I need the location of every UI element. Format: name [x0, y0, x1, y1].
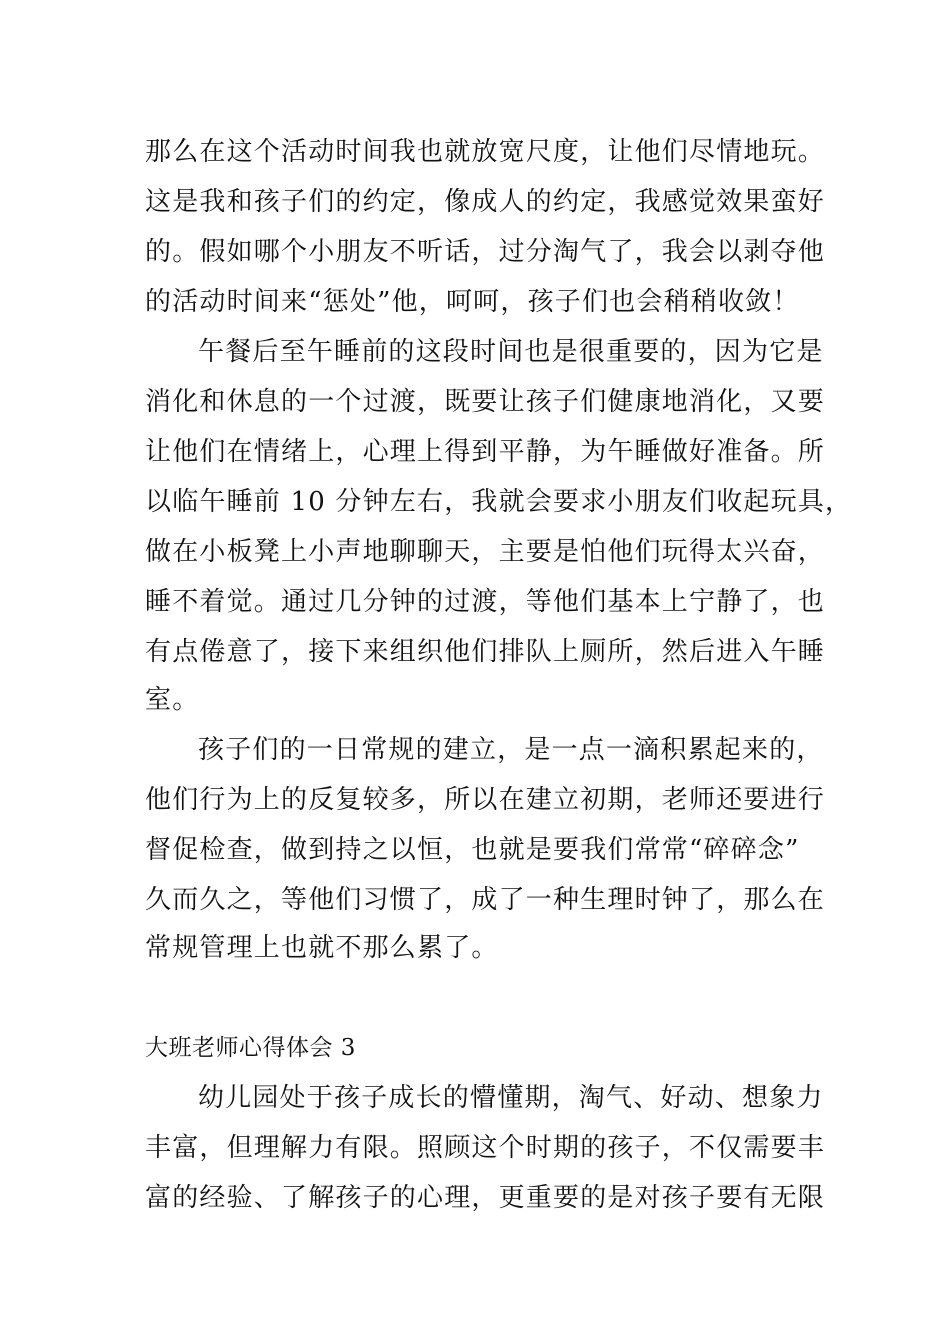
- paragraph-4-line-2: 丰富，但理解力有限。照顾这个时期的孩子，不仅需要丰: [145, 1133, 826, 1163]
- section-heading: 大班老师心得体会 3: [145, 1035, 356, 1061]
- paragraph-2-line-1: 午餐后至午睡前的这段时间也是很重要的，因为它是: [198, 337, 824, 367]
- paragraph-3-line-5: 常规管理上也就不那么累了。: [145, 933, 499, 963]
- paragraph-3-line-4: 久而久之，等他们习惯了，成了一种生理时钟了，那么在: [145, 885, 826, 915]
- paragraph-3-line-2: 他们行为上的反复较多，所以在建立初期，老师还要进行: [145, 785, 826, 815]
- paragraph-1-line-3: 的。假如哪个小朋友不听话，过分淘气了，我会以剥夺他: [145, 237, 826, 267]
- paragraph-4-line-3: 富的经验、了解孩子的心理，更重要的是对孩子要有无限: [145, 1183, 826, 1213]
- paragraph-2-line-6: 睡不着觉。通过几分钟的过渡，等他们基本上宁静了，也: [145, 587, 826, 617]
- paragraph-2-line-5: 做在小板凳上小声地聊聊天，主要是怕他们玩得太兴奋，: [145, 537, 826, 567]
- paragraph-3-line-1: 孩子们的一日常规的建立，是一点一滴积累起来的，: [198, 735, 824, 765]
- paragraph-1-line-4: 的活动时间来“惩处”他，呵呵，孩子们也会稍稍收敛！: [145, 287, 800, 317]
- paragraph-2-line-4: 以临午睡前 10 分钟左右，我就会要求小朋友们收起玩具，: [145, 487, 853, 517]
- paragraph-1-line-2: 这是我和孩子们的约定，像成人的约定，我感觉效果蛮好: [145, 187, 826, 217]
- paragraph-2-line-8: 室。: [145, 685, 200, 715]
- paragraph-2-line-7: 有点倦意了，接下来组织他们排队上厕所，然后进入午睡: [145, 637, 826, 667]
- paragraph-3-line-3: 督促检查，做到持之以恒，也就是要我们常常“碎碎念”: [145, 835, 800, 865]
- paragraph-2-line-3: 让他们在情绪上，心理上得到平静，为午睡做好准备。所: [145, 437, 826, 467]
- paragraph-4-line-1: 幼儿园处于孩子成长的懵懂期，淘气、好动、想象力: [198, 1083, 824, 1113]
- paragraph-2-line-2: 消化和休息的一个过渡，既要让孩子们健康地消化，又要: [145, 387, 826, 417]
- paragraph-1-line-1: 那么在这个活动时间我也就放宽尺度，让他们尽情地玩。: [145, 137, 826, 167]
